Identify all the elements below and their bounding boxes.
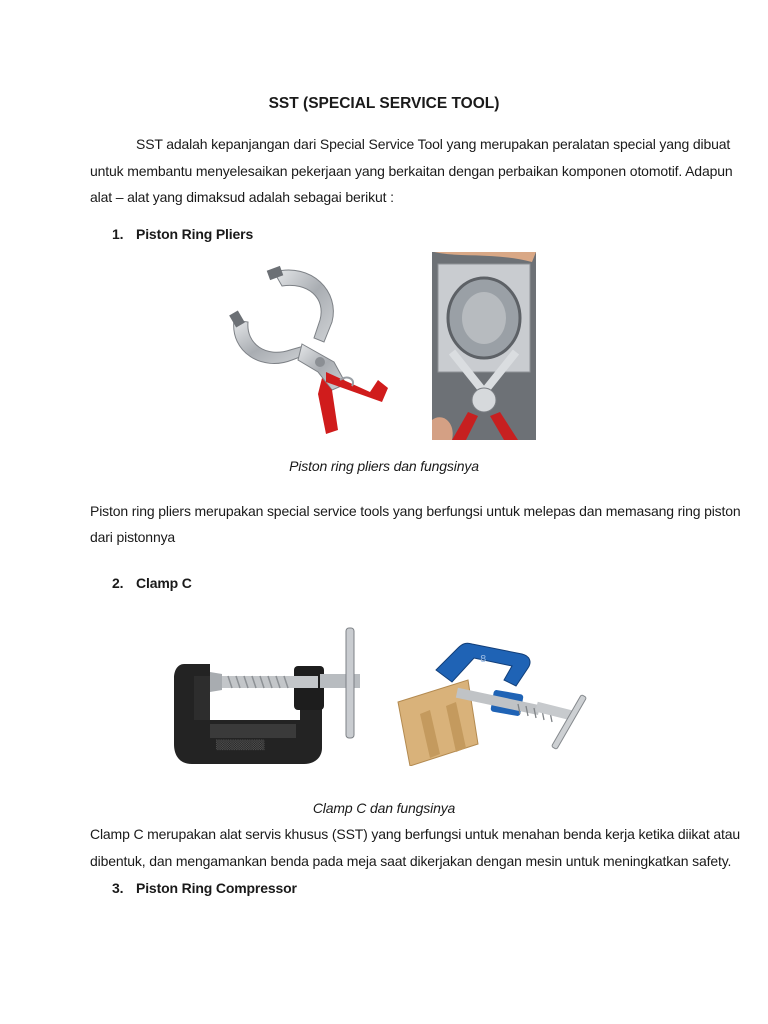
clamp-c-image [170,624,366,770]
section-3-number: 3. [112,880,124,896]
section-1-desc-line-1: Piston ring pliers merupakan special service tools yang berfungsi untuk melepas dan memasang ring piston [90,503,741,519]
pliers-in-use-image [432,252,536,440]
section-1-number: 1. [112,226,124,242]
figure-2-caption: Clamp C dan fungsinya [312,800,456,816]
section-2-heading: Clamp C [136,575,192,591]
figure-1-caption: Piston ring pliers dan fungsinya [289,458,479,474]
section-3-heading: Piston Ring Compressor [136,880,297,896]
section-1-heading: Piston Ring Pliers [136,226,254,242]
piston-ring-pliers-image [222,262,402,442]
section-2-desc-line-2: dibentuk, dan mengamankan benda pada meja saat dikerjakan dengan mesin untuk meningkatkan safety. [90,853,732,869]
svg-text:▒▒▒▒▒▒▒: ▒▒▒▒▒▒▒ [216,741,265,751]
svg-text:8: 8 [480,654,487,665]
page-title: SST (SPECIAL SERVICE TOOL) [268,95,500,112]
intro-line-3: alat – alat yang dimaksud adalah sebagai berikut : [90,189,394,205]
intro-line-1: SST adalah kepanjangan dari Special Service Tool yang merupakan peralatan special yang dibuat [136,136,731,152]
section-2-number: 2. [112,575,124,591]
section-1-desc-line-2: dari pistonnya [90,529,176,545]
section-2-desc-line-1: Clamp C merupakan alat servis khusus (SST) yang berfungsi untuk menahan benda kerja ketika diikat atau [90,826,741,842]
clamp-c-in-use-image [396,640,602,766]
intro-line-2: untuk membantu menyelesaikan pekerjaan yang berkaitan dengan perbaikan komponen otomotif. Adapun [90,163,733,179]
